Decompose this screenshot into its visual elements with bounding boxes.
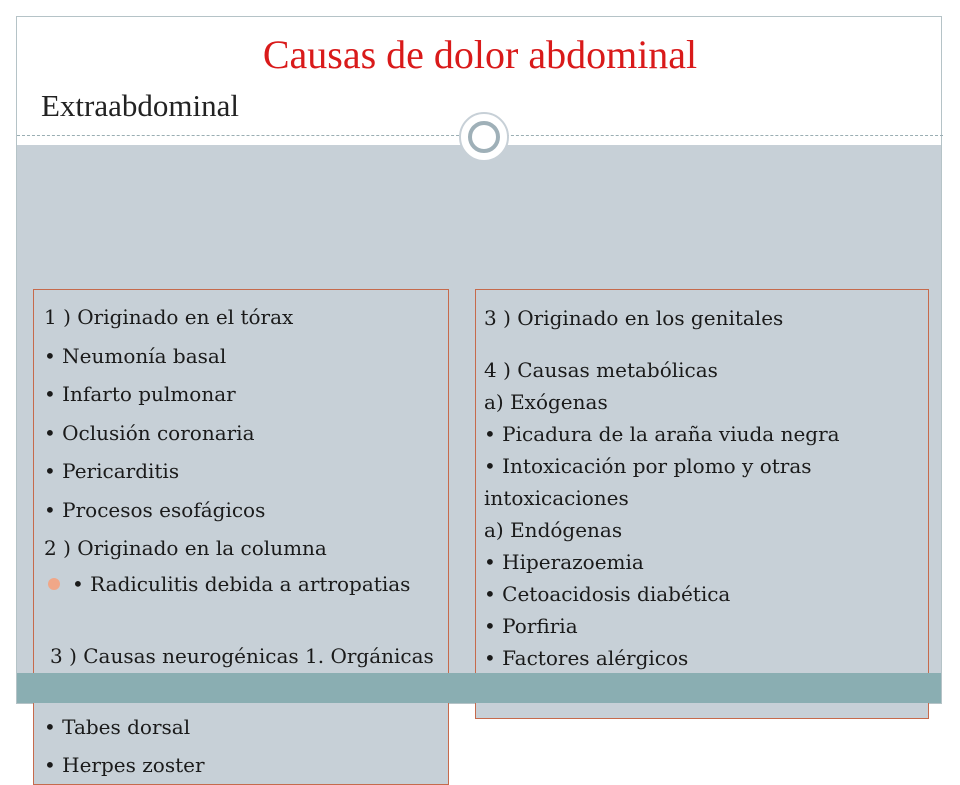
list-item: • Intoxicación por plomo y otras intoxicaciones xyxy=(484,454,812,510)
spine-heading: 2 ) Originado en la columna xyxy=(44,536,327,560)
bullet-list-item xyxy=(44,568,438,640)
slide xyxy=(16,16,942,777)
list-item: • Neumonía basal xyxy=(44,343,227,368)
spacer xyxy=(484,334,918,354)
list-item: • Picadura de la araña viuda negra xyxy=(484,422,840,446)
list-item: • Porfiria xyxy=(484,614,578,638)
list-item: • Oclusión coronaria xyxy=(44,420,255,445)
genitals-heading: 3 ) Originado en los genitales xyxy=(484,306,784,330)
list-item: • Infarto pulmonar xyxy=(44,382,236,406)
list-item: • Procesos esofágicos xyxy=(44,497,266,522)
thorax-heading: 1 ) Originado en el tórax xyxy=(44,305,294,329)
left-content-box xyxy=(33,289,449,785)
circle-ornament-icon xyxy=(459,112,509,162)
list-item: • Factores alérgicos xyxy=(484,646,689,670)
slide-subtitle: Extraabdominal xyxy=(41,88,239,123)
neurogenic-heading: 3 ) Causas neurogénicas 1. Orgánicas xyxy=(50,643,434,668)
footer-band xyxy=(17,673,941,703)
list-item: • Cetoacidosis diabética xyxy=(484,582,731,606)
right-content-box xyxy=(475,289,929,719)
exogenous-subheading: a) Exógenas xyxy=(484,390,608,414)
list-item: • Hiperazoemia xyxy=(484,550,644,574)
bullet-icon xyxy=(48,578,60,590)
radiculitis-text: • Radiculitis debida a artropatias xyxy=(72,571,411,596)
list-item: • Herpes zoster xyxy=(44,753,205,777)
list-item: • Tabes dorsal xyxy=(44,714,191,739)
list-item: • Pericarditis xyxy=(44,459,180,483)
metabolic-heading: 4 ) Causas metabólicas xyxy=(484,358,718,382)
endogenous-subheading: a) Endógenas xyxy=(484,518,623,542)
content-area xyxy=(17,145,941,777)
slide-title: Causas de dolor abdominal xyxy=(262,32,698,77)
